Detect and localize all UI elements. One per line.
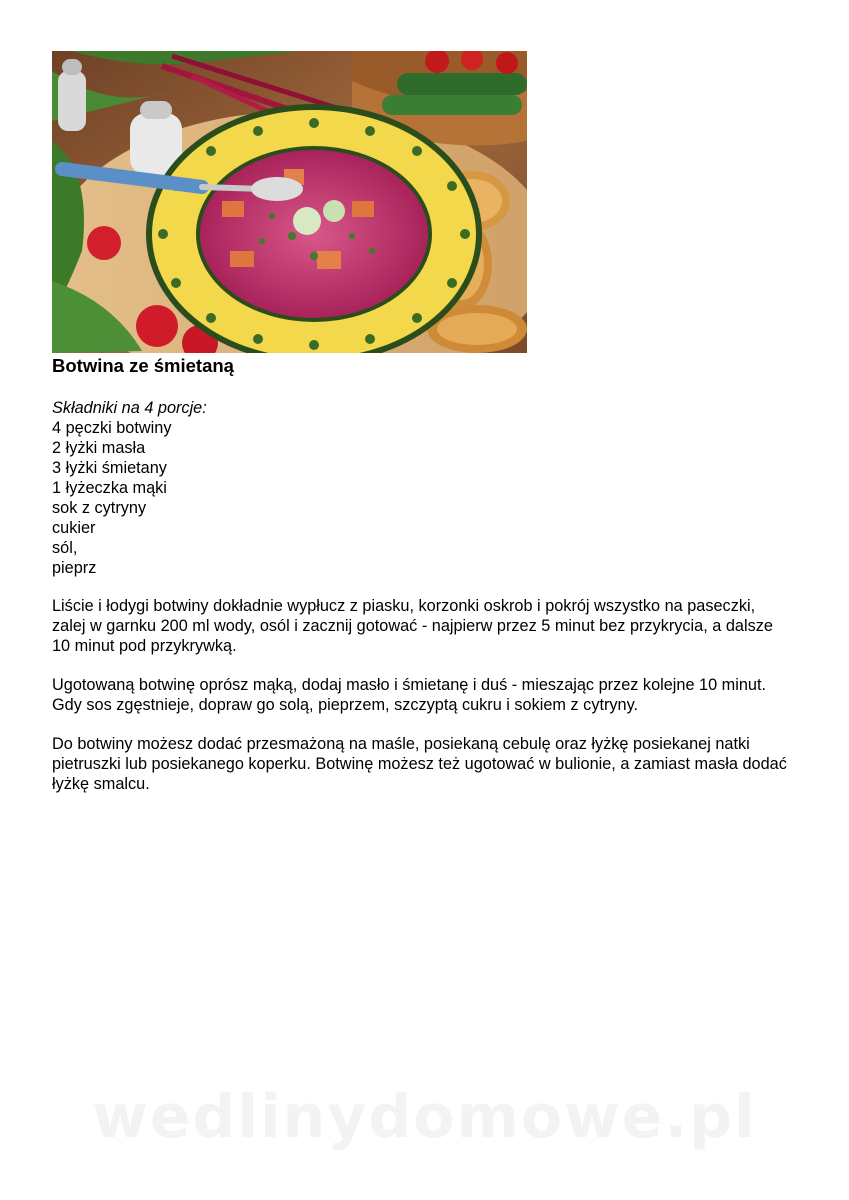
ingredient-item: 1 łyżeczka mąki <box>52 479 167 497</box>
recipe-title: Botwina ze śmietaną <box>52 355 234 376</box>
ingredients-heading: Składniki na 4 porcje: <box>52 399 207 417</box>
ingredient-item: cukier <box>52 519 96 537</box>
ingredient-item: 4 pęczki botwiny <box>52 419 172 437</box>
instruction-paragraph: Ugotowaną botwinę oprósz mąką, dodaj masło i śmietanę i duś - mieszając przez kolejne 10 minut. Gdy sos zgęstnieje, dopraw go solą, pieprzem, szczyptą cukru i sokiem z cytryny. <box>52 676 767 714</box>
watermark-text: wedlinydomowe.pl <box>92 1082 757 1152</box>
instruction-paragraph: Do botwiny możesz dodać przesmażoną na maśle, posiekaną cebulę oraz łyżkę posiekanej natki pietruszki lub posiekanego koperku. Botwinę możesz też ugotować w bulionie, a zamiast masła dodać łyżkę smalcu. <box>52 735 787 793</box>
recipe-photo <box>52 51 527 353</box>
ingredients-list <box>52 418 207 578</box>
ingredient-item: 2 łyżki masła <box>52 439 146 457</box>
ingredient-item: sól, <box>52 539 78 557</box>
ingredient-item: pieprz <box>52 559 97 577</box>
ingredients-section <box>52 398 207 578</box>
instruction-paragraph: Liście i łodygi botwiny dokładnie wypłucz z piasku, korzonki oskrob i pokrój wszystko na paseczki, zalej w garnku 200 ml wody, osól i zacznij gotować - najpierw przez 5 minut bez przykrycia, a dalsze 10 minut pod przykrywką. <box>52 597 773 655</box>
ingredient-item: sok z cytryny <box>52 499 147 517</box>
ingredient-item: 3 łyżki śmietany <box>52 459 167 477</box>
